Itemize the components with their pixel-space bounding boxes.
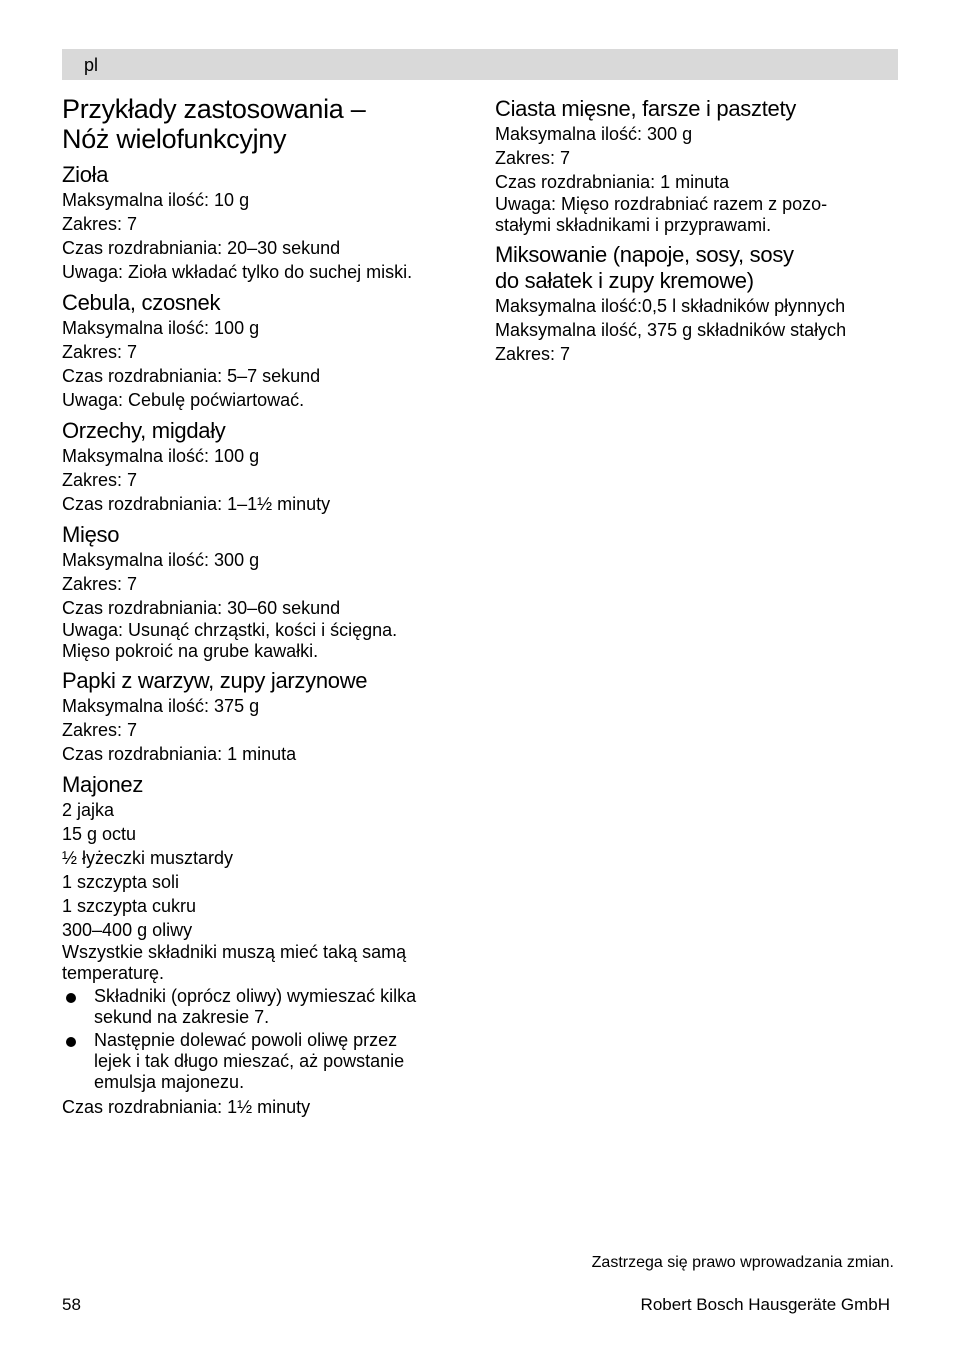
- page-title: Przykłady zastosowania – Nóż wielofunkcyjny: [62, 94, 366, 154]
- list-item: Następnie dolewać powoli oliwę przez lejek i tak długo mieszać, aż powstanie emulsja majonezu.: [62, 1030, 472, 1093]
- section-heading: Miksowanie (napoje, sosy, sosy do sałatek i zupy kremowe): [495, 242, 794, 293]
- section-heading: Papki z warzyw, zupy jarzynowe: [62, 668, 368, 693]
- text-line: Zakres: 7: [62, 720, 138, 740]
- text-line: Czas rozdrabniania: 30–60 sekund: [62, 598, 341, 618]
- text-line: stałymi składnikami i przyprawami.: [495, 215, 772, 235]
- text-line: Zakres: 7: [62, 342, 138, 362]
- text-line: Czas rozdrabniania: 1 minuta: [62, 744, 297, 764]
- footer-note: Zastrzega się prawo wprowadzania zmian.: [591, 1254, 894, 1271]
- section-ciasta: [495, 96, 905, 236]
- text-line: ½ łyżeczki musztardy: [62, 848, 234, 868]
- list-item: Składniki (oprócz oliwy) wymieszać kilka sekund na zakresie 7.: [62, 986, 472, 1028]
- section-heading: Cebula, czosnek: [62, 290, 221, 315]
- text-line: Zakres: 7: [62, 574, 138, 594]
- text-line: Czas rozdrabniania: 1–1½ minuty: [62, 494, 331, 514]
- text-line: Maksymalna ilość: 300 g: [62, 550, 260, 570]
- text-line: Maksymalna ilość, 375 g składników stałych: [495, 320, 847, 340]
- text-line: Uwaga: Mięso rozdrabniać razem z pozo-: [495, 194, 828, 214]
- text-line: Zakres: 7: [495, 148, 571, 168]
- text-line: Zakres: 7: [62, 214, 138, 234]
- text-line: Uwaga: Usunąć chrząstki, kości i ścięgna.: [62, 620, 398, 640]
- text-line: Maksymalna ilość: 375 g: [62, 696, 260, 716]
- text-line: Zakres: 7: [495, 344, 571, 364]
- section-mieso: [62, 522, 472, 662]
- text-line: Mięso pokroić na grube kawałki.: [62, 641, 319, 661]
- section-majonez: [62, 772, 472, 1119]
- section-miksowanie: [495, 242, 905, 366]
- right-column: [495, 96, 905, 372]
- text-line: 2 jajka: [62, 800, 115, 820]
- section-heading: Orzechy, migdały: [62, 418, 226, 443]
- text-line: Czas rozdrabniania: 20–30 sekund: [62, 238, 341, 258]
- text-line: 1 szczypta cukru: [62, 896, 197, 916]
- company-name: Robert Bosch Hausgeräte GmbH: [640, 1295, 890, 1314]
- page-number: 58: [62, 1295, 81, 1314]
- text-line: temperaturę.: [62, 963, 165, 983]
- section-heading: Zioła: [62, 162, 109, 187]
- section-cebula: [62, 290, 472, 412]
- text-line: Wszystkie składniki muszą mieć taką samą: [62, 942, 407, 962]
- section-heading: Ciasta mięsne, farsze i pasztety: [495, 96, 796, 121]
- section-ziola: [62, 162, 472, 284]
- text-line: 300–400 g oliwy: [62, 920, 193, 940]
- section-heading: Majonez: [62, 772, 144, 797]
- text-line: Czas rozdrabniania: 5–7 sekund: [62, 366, 321, 386]
- text-line: Zakres: 7: [62, 470, 138, 490]
- text-line: Maksymalna ilość:0,5 l składników płynnych: [495, 296, 846, 316]
- text-line: Maksymalna ilość: 100 g: [62, 446, 260, 466]
- left-column: [62, 94, 472, 1125]
- text-line: Czas rozdrabniania: 1½ minuty: [62, 1097, 311, 1117]
- text-line: Maksymalna ilość: 300 g: [495, 124, 693, 144]
- text-line: Maksymalna ilość: 10 g: [62, 190, 250, 210]
- text-line: Czas rozdrabniania: 1 minuta: [495, 172, 730, 192]
- bullet-icon: [66, 1037, 76, 1047]
- text-line: 1 szczypta soli: [62, 872, 180, 892]
- text-line: 15 g octu: [62, 824, 137, 844]
- instruction-list: [62, 986, 472, 1093]
- bullet-icon: [66, 993, 76, 1003]
- text-line: Maksymalna ilość: 100 g: [62, 318, 260, 338]
- section-heading: Mięso: [62, 522, 120, 547]
- language-code: pl: [84, 55, 99, 75]
- language-bar: [62, 49, 898, 80]
- section-orzechy: [62, 418, 472, 516]
- text-line: Uwaga: Zioła wkładać tylko do suchej miski.: [62, 262, 413, 282]
- text-line: Uwaga: Cebulę poćwiartować.: [62, 390, 305, 410]
- section-papki: [62, 668, 472, 766]
